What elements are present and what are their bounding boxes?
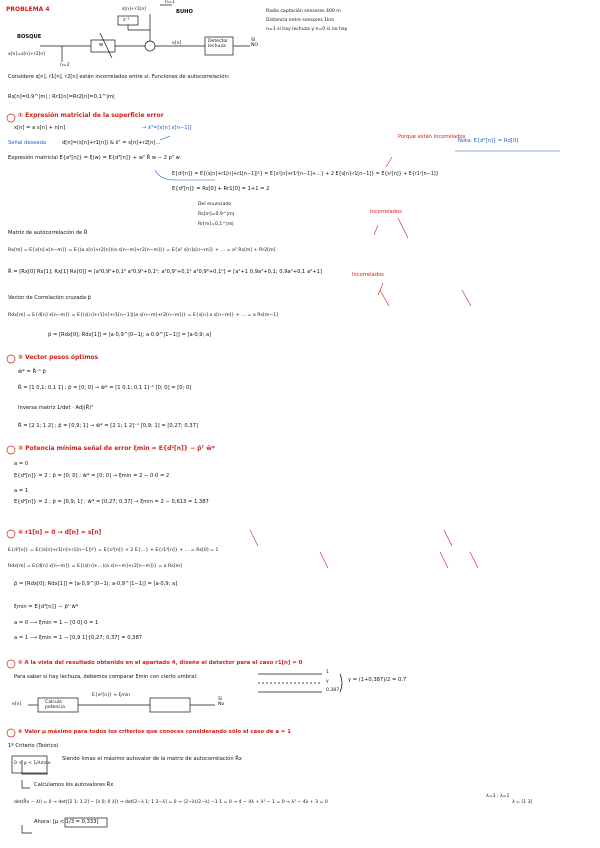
sec3-eq1: E{d²[n]} = 2 ; p̄ = [0; 0] ; w̄* = [0; 0] → ξmin = 2 − 0·0 = 2 (14, 473, 170, 479)
sec2-eq4: R̄ = [2 1; 1 2] ; p̄ = [0,9; 1] → w̄* = [2 1; 1 2]⁻¹ [0,9; 1] = [0,27; 0,37] (18, 423, 198, 429)
sec5-input: e[n] (12, 702, 22, 707)
diagram-label-x: x[n]=s[n]+r2[n] (8, 52, 46, 57)
sec6-det: det(R̄x − λI) = 0 → det([2 1; 1 2] − [λ 0; 0 λ]) → det[2−λ 1; 1 2−λ] = 0 → (2−λ)(2−λ) −1·1 = 0 → 4 − 4λ + λ² − 1 = 0 → λ² − 4λ + 3 = 0 (14, 800, 328, 805)
note-2: Distancia entre sensores 1km (266, 18, 335, 23)
sec1-eq6a: Del enunciado (198, 202, 232, 207)
sec1-eq1: x[n] = a s[n] + n[n] (14, 125, 66, 131)
intro-line-1: Considere s[n], r1[n], r2[n] están incorrelados entre sí. Funciones de autocorrelación: (8, 74, 230, 80)
sec4-eq2: Rdx[m] = E{d[n] x[n−m]} = E{(s[n]+…)(a s[n−m]+r2[n−m])} = a Rs[m] (8, 564, 182, 569)
sec4-eq1: E{d²[n]} = E{(s[n]+r1[n]+r1[n−1])²} = E{s²[n]} + 2 E{…} + E{r1²[n]} + … = Rs[0] = 1 (8, 548, 219, 553)
matrix-eq1: Rx[m] = E{x[n]·x[n−m]} = E{(a s[n]+r2[n])(a s[n−m]+r2[n−m])} = E{a² s[n]s[n−m]} + … = a² Rs[m] + Rr2[m] (8, 248, 276, 253)
section-3-title: ③ Potencia mínima señal de error ξmin = E{d²[n]} − p̄ᵀ w̄* (18, 445, 215, 452)
sec1-note-blue: Nota: E{d²[n]} = Rd[0] (458, 138, 519, 144)
sec2-eq1: w̄* = R̄⁻¹ p̄ (18, 369, 46, 375)
sec5-out: Si No (218, 697, 225, 708)
section-5-title: ⑤ A la vista del resultado obtenido en el apartado 4, diseñe el detector para el caso r1[n] = 0 (18, 660, 303, 666)
sec4-a0: a = 0 ⟶ ξmin = 1 − [0 0]·0 = 1 (14, 620, 99, 626)
sec4-eq4: ξmin = E{d²[n]} − p̄ᵀ w̄* (14, 604, 79, 610)
diagram-label-bosque: BOSQUE (17, 34, 42, 40)
sec4-a1: a = 1 ⟶ ξmin = 1 − [0,9 1]·[0,27; 0,37] = 0,387 (14, 635, 143, 641)
intro-line-2: Rs[n]=0,9^|m| ; Rr1[n]=Rr2[n]=0,1^|m| (8, 94, 115, 100)
sec1-eq1b: → x̄ᵀ=[x[n] x[n−1]] (142, 125, 192, 131)
diagram-detector: Detector lechuza (208, 39, 229, 50)
sec2-eq2: R̄ = [1 0,1; 0,1 1] ; p̄ = [0; 0] → w̄* = [1 0,1; 0,1 1]⁻¹ [0; 0] = [0; 0] (18, 385, 192, 391)
diagram-label-buho: BUHO (176, 9, 193, 15)
diagram-w: w (99, 42, 104, 48)
sec3-a0: a = 0 (14, 461, 29, 467)
sec1-eq4: E{d²[n]} = E{(s[n]+r1[n]+r1[n−1])²} = E{s²[n]+r1²[n−1]+…} + 2 E{s[n]·r1[n−1]} = E{s²[n]} + E{r1²[n−1]} (172, 172, 439, 177)
sec1-eq3: Expresión matricial E{e²[n]} = ξ(w) = E{d²[n]} + wᵀ R̄ w − 2 pᵀ w (8, 155, 180, 161)
sec6-note: Siendo λmax el máximo autovalor de la matriz de autocorrelación R̄x (62, 756, 242, 762)
diagram-si-no: SI NO (251, 38, 259, 49)
sec5-ebox: E{e²[n]} ≈ ξmin (92, 693, 130, 698)
cross-incorr-note: Incorrelados (352, 272, 384, 278)
sec5-level-0387: 0,387 (326, 688, 340, 693)
diagram-zinv: z⁻¹ (123, 18, 130, 23)
sec5-level-gamma: γ (326, 679, 329, 684)
sec1-eq6c: Rr[m]=0,1^|m| (198, 222, 234, 227)
sec2-eq3: Inversa matriz 1/det · Adj(R̄)ᵀ (18, 405, 94, 411)
diagram-en: e[n] (172, 41, 182, 46)
sec1-eq5: E{d²[n]} = Rs[0] + Rr1[0] = 1+1 = 2 (172, 186, 270, 192)
sec6-mu: 0 < μ < 1/λmax (14, 761, 51, 766)
sec6-ahora: Ahora: [μ < 1/3 = 0,333] (34, 819, 99, 825)
section-1-title: ① Expresión matricial de la superficie error (18, 112, 164, 119)
matrix-title: Matriz de autocorrelación de R̄ (8, 230, 88, 236)
cross-eq2: p̄ = [Rdx[0]; Rdx[1]] = [a·0,9^|0−1|; a·0,9^|1−1|] = [a·0,9; a] (48, 332, 212, 338)
sec1-eq2: d[n]=(s[n]+r1[n]) & x̄ᵀ = s[n]+r2[n]… (62, 140, 161, 146)
sec5-block: Calcula potencia (45, 700, 65, 711)
note-1: Radio captación sensores 400 m (266, 9, 341, 14)
sec5-gamma: γ = (1+0,387)/2 = 0,7 (348, 677, 407, 683)
sec1-note-red: Porque están incorrelados (398, 134, 466, 140)
matrix-incorr-note: Incorrelados (370, 209, 402, 215)
note-3: n=1 si hay lechuza y n=0 si no hay (266, 27, 348, 32)
diagram-label-n2: n=2 (60, 63, 70, 68)
section-6-title: ⑥ Valor μ máximo para todos los criterios que conoces considerando sólo el caso de a = 1 (18, 729, 292, 735)
sec1-desired-note: Señal deseada (8, 140, 47, 146)
problem-title: PROBLEMA 4 (6, 6, 50, 13)
cross-eq1: Rdx[m] = E{d[n] x[n−m]} = E{(s[n]+r1[n]+r1[n−1])(a s[n−m]+r2[n−m])} = E{s[n] a s[n−m]} + … = a Rs[m−1] (8, 313, 279, 318)
sec5-level-1: 1 (326, 670, 329, 675)
diagram-label-n1: n=1 (165, 0, 175, 5)
sec1-eq6b: Rs[m]=0,9^|m| (198, 212, 235, 217)
section-2-title: ② Vector pesos óptimos (18, 354, 99, 361)
sec6-set: λ = [1 3] (512, 800, 533, 805)
sec3-a1: a = 1 (14, 488, 29, 494)
sec3-eq2: E{d²[n]} = 2 ; p̄ = [0,9; 1] ; w̄* = [0,27; 0,37] → ξmin = 2 − 0,613 = 1,387 (14, 499, 209, 505)
sec5-sub: Para saber si hay lechuza, debemos comparar ξmin con cierto umbral: (14, 674, 198, 680)
sec6-crit: 1º Criterio (Teórico) (8, 743, 59, 749)
sec6-calc: Calculamos los autovalores R̄x (34, 782, 114, 788)
sec6-roots: λ=3 ; λ=1 (486, 794, 510, 799)
matrix-eq2: R̄ = [Rx[0] Rx[1]; Rx[1] Rx[0]] = [a²0,9⁰+0,1⁰ a²0,9¹+0,1¹; a²0,9¹+0,1¹ a²0,9⁰+0,1⁰] = [a²+1 0,9a²+0,1; 0,9a²+0,1 a²+1] (8, 269, 322, 275)
section-4-title: ④ r1[n] = 0 → d[n] = s[n] (18, 529, 102, 536)
cross-title: Vector de Correlación cruzada p̄ (8, 295, 91, 301)
diagram-label-top: s[n]+r1[n] (122, 7, 147, 12)
sec4-eq3: p̄ = [Rdx[0]; Rdx[1]] = [a·0,9^|0−1|; a·0,9^|1−1|] = [a·0,9; a] (14, 581, 178, 587)
